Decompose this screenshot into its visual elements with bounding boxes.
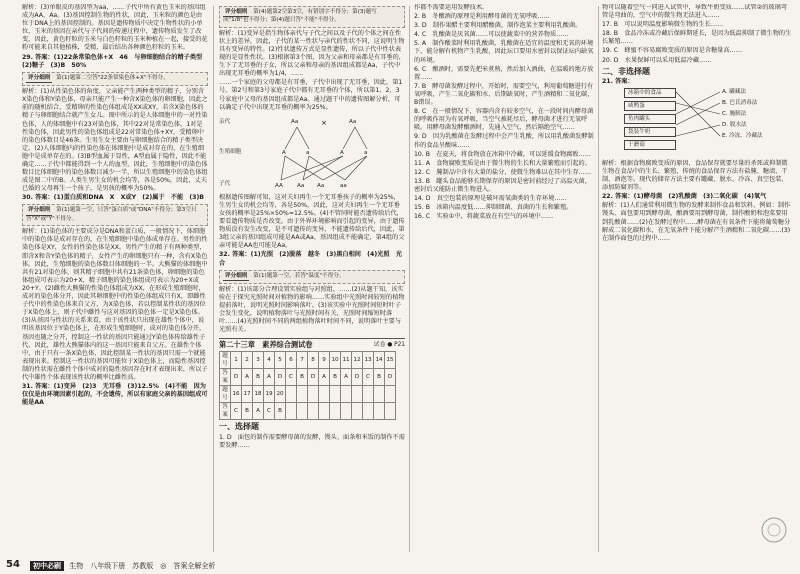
column-3 [414, 4, 594, 554]
answer-item: 物可以随着空气一同进入试管中，导致牛奶变质……试管②的玻璃弯管是弯曲的，空气中的微生物无法进入…… [602, 4, 787, 20]
analysis-text: 解析：(3)单眼皮的基因型为aa，……子代中所有黄色玉米的基因组成为AA、Aa。(3)基因控制生物的性状，因此，玉米粒的颜色是由位于DNA上的基因控制的。基因是遗传物质中决定生物性状的小单位，玉米的基因在亲代与子代间的传递过程中，遗传物质发生了改变，因此，黄色籽粒的玉米与白色籽粒的玉米种植在一起，接受的花粉可能来自其他植株，受精，最后结出各种颜色籽粒的玉米。 [22, 4, 208, 52]
grid-answer-row [220, 403, 396, 420]
grid-answer-letter: C [363, 368, 374, 385]
analysis-21: 解析：根据食物腐败变质的原因，食品保存就要尽量的杀死或抑制微生物在食品中的生长、繁殖，传统的食品保存方法有盐腌、糖渍、干制、酒泡等。现代的储存方法主要有罐藏、脱水、冷冻、真空包装、添加防腐剂等。 [602, 159, 788, 192]
column-2 [219, 4, 405, 554]
answer-item: 16. C 实验①中，将蔬菜放在有空气的环境中…… [414, 213, 554, 221]
grid-question-number [308, 386, 319, 403]
grid-answer-letter: B [297, 368, 308, 385]
matching-diagram [602, 88, 792, 158]
answer-29: 29. 答案：(1)22条常染色体+X 46 与卵细胞结合的精子类型 (2)糖子 (3)B 50% [22, 53, 208, 69]
grid-answer-letter [286, 403, 297, 420]
grid-question-number [286, 386, 297, 403]
answer-item: 14. D 真空包装的原理是破坏需氧菌类的生存环境…… [414, 195, 567, 203]
analysis-32: 解析：(1)该部分合理设置实验组与对照组，……(2)从题干知，该实验在于探究光照时间对植物的影响……实验组中光照时间较短的植物提前落叶，说明光照时间影响落叶。(3)该实验中光照时间短时叶子会发生变化，说明植物落叶与光照时间有关，光照时间缩短时落叶……(4)光照时间不同的两组植物落叶时间不同，说明落叶主要与光照有关。 [219, 286, 405, 334]
analysis-31-end: 根据遗传图解可知，这对夫妇再生一个无耳垂孩子的概率为25%，生男生女的机会均等，各是50%，因此，这对夫妇再生一个无耳垂女孩的概率是25%×50%=12.5%。(4)不管同时能否遗传给后代，要看遗传物质是否改变。由于外界环境影响而引起的变异，由于遗传物质没有发生改变，是不可遗传的变异，不能遗传给后代，因此，第3组父亲的基因组成可能是AA或Aa，基因组成不能确定，第4组的父亲可能是AA也可能是Aa。 [219, 193, 405, 250]
grid-question-number: 题号 [220, 386, 231, 403]
grid-answer-letter: A [242, 368, 253, 385]
match-food-item: 干蘑菇 [624, 140, 676, 150]
grid-question-number: 10 [330, 351, 341, 368]
grid-question-number: 12 [352, 351, 363, 368]
grid-question-number: 题号 [220, 351, 231, 368]
answer-22: 22. 答案：(1)酵母菌 (2)乳酸菌 (3)二氧化碳 (4)氧气 [602, 193, 767, 201]
scoring-note-text: 第(4)题第2空第3空，有错别字不得分；第(3)题写成"1/8"也不得分；第(4)题只答"不能"不得分。 [223, 9, 377, 24]
scoring-note [22, 204, 208, 226]
answer-item: 5. A 制作酸菜时利用乳酸菌，乳酸菌在适宜的温度和无氧的环境下，能分解有机物产生乳酸，因此坛口要用水密封以保证坛内缺氧的环境。 [414, 40, 594, 64]
grid-answer-letter: D [352, 368, 363, 385]
grid-question-number: 7 [297, 351, 308, 368]
gamete-label: 生殖细胞 [219, 148, 242, 155]
grid-question-number [319, 386, 330, 403]
grid-answer-letter: D [385, 368, 396, 385]
gamete: A [340, 149, 344, 156]
grid-answer-letter [308, 403, 319, 420]
grid-question-number: 3 [253, 351, 264, 368]
grid-answer-letter: D [275, 368, 286, 385]
grid-question-number: 6 [286, 351, 297, 368]
answer-item: 9. D 因为乳酸菌在发酵过程中会产生乳酸，所以用乳酸菌发酵制作的食品呈酸味…… [414, 133, 594, 149]
grid-question-number: 11 [341, 351, 352, 368]
grid-question-number [352, 386, 363, 403]
grid-question-number [330, 386, 341, 403]
scoring-note-text: 第(1)题第一空，若答"温度"不得分。 [253, 272, 345, 279]
answer-31: 31. 答案：(1)变异 (2)3 无耳垂 (3)12.5% (4)不能 因为仅仅是由环境因素引起的，不会遗传，所以有家庭父亲的基因组成可能是AA [22, 383, 208, 407]
child-genotype: AA [275, 182, 283, 189]
grid-question-number: 17 [242, 386, 253, 403]
gamete: a [306, 149, 310, 156]
analysis-29: 解析：(1)从性染色体的角度，父亲能产生两种类型的精子，分别含X染色体和Y染色体，母亲只能产生一种含X染色体的卵细胞，因此之前的随机结合，受精卵的性染色体组成是XX或XY，若含X染色体的精子与卵细胞结合就产生女儿。图中所示的是人体细胞中的一对性染色体，人的体细胞中有23对染色体，其中22对是常染色体，1对是性染色体，因此男性的染色体组成是22对常染色体+XY，受精卵中的染色体数目是46条。生男生女主要由与卵细胞结合的精子类型决定。(2)人体细胞内的性染色体在体细胞中是成对存在的，在生殖细胞中是成单存在的。(3)B型血属于显性，A型血属于隐性，因此不能确定……子代中都能得到一个人的血型，因此，生殖细胞中的染色体数目比体细胞中的染色体数目减少一半，所以生殖细胞中的染色体组成是图二中的B。人类生男生女的机会均等，各是50%，因此，丈夫已婚的父母再生一个孩子，是男孩的概率为50%。 [22, 88, 208, 193]
scoring-note-tag: 评分细则 [26, 207, 52, 215]
match-method-item: C. 腌制法 [722, 110, 747, 117]
answer-item: 20. D 水果保鲜可以采用低温冷藏…… [602, 56, 712, 64]
grid-answer-letter: A [253, 403, 264, 420]
analysis-31: 解析：(1)变异是指生物体亲代与子代之间以及子代的个体之间在性状上的差异，因此，子代的某一性状与亲代的性状不同，这说明生物具有变异的特性。(2)性状遗传方式是显性遗传，所以子代中性状表现的是显性性状。(3)根据第3个图，因为父亲和母亲都是有耳垂的，生下了无耳垂的子女，所以父亲和母亲的基因组成都是Aa，子代中出现无耳垂的概率为1/4，…… [219, 29, 405, 78]
grid-question-number: 13 [363, 351, 374, 368]
grid-question-number: 8 [308, 351, 319, 368]
answer-21: 21. 答案： [602, 77, 634, 85]
answer-item: 3. D 制作果醋主要利用醋酸菌，制作泡菜主要利用乳酸菌。 [414, 22, 582, 30]
match-food-item: 冰箱中的食品 [624, 88, 676, 98]
scoring-note-tag: 评分细则 [223, 273, 249, 281]
answer-32: 32. 答案：(1)光照 (2)脱落 越冬 (3)黑白相间 (4)光照 光合 [219, 251, 402, 267]
grid-question-number [374, 386, 385, 403]
grid-answer-letter: C [231, 403, 242, 420]
unit-title: 第二十三章 素养综合测试卷 [219, 339, 313, 349]
answer-item: 4. C 乳酸菌是厌氧菌……可以使蔬菜中的营养物质…… [414, 31, 569, 39]
grid-answer-letter [385, 403, 396, 420]
parent-label: 亲代 [219, 118, 231, 125]
grid-answer-letter [297, 403, 308, 420]
scoring-note-text: 第(1)题第一空，只答"蛋白质"或"DNA"不得分；第3空只答"X"或"Y"不得分。 [26, 207, 197, 222]
answer-item: 13. B 罐头食品能够长期保存的原因是密封前经过了高温灭菌，密封后又能防止微生物进入。 [414, 177, 591, 193]
grid-answer-letter: B [275, 403, 286, 420]
answer-item: 10. B 在夏天，将食物放在冰箱中冷藏，可以延缓食物腐败…… [414, 150, 591, 158]
unit-ref: 试卷 ● P21 [373, 341, 405, 348]
section-title: 一、选择题 [219, 422, 259, 432]
match-method-item: A. 罐藏法 [722, 88, 747, 95]
grid-header-row [220, 386, 396, 403]
grid-answer-letter: D [308, 368, 319, 385]
section-title: 二、非选择题 [602, 66, 650, 76]
scoring-note-tag: 评分细则 [26, 75, 52, 83]
grid-answer-letter: B [242, 403, 253, 420]
answer-item: 17. B 可以说明温度影响微生物的生长…… [602, 21, 724, 29]
scoring-note [219, 6, 405, 28]
answer-item: 7. B 酵母菌发酵过程中，开始时，需要空气，利用葡萄糖进行有氧呼吸，产生二氧化碳和水，后期缺氧时，产生酒精和二氧化碳，B错误。 [414, 82, 594, 107]
answer-item: 12. C 腌制品中含有大量的盐分，使微生物难以在其中生存…… [414, 168, 592, 176]
gamete: a [364, 149, 368, 156]
column-1 [22, 4, 208, 554]
unit-header [219, 338, 405, 349]
grid-question-number: 18 [253, 386, 264, 403]
column-divider [213, 6, 214, 552]
genetics-diagram-lines [219, 114, 405, 192]
match-method-item: B. 巴氏消毒法 [722, 99, 758, 106]
answer-list [414, 4, 594, 221]
answer-item: 19. C 蜂蜜不容易腐败变质的原因是含糖量高…… [602, 47, 742, 55]
answer-item: 6. C 酿酒时，需要先把米煮熟，然后加入酒曲，在温暖的地方放置…… [414, 65, 594, 81]
grid-question-number: 1 [231, 351, 242, 368]
scoring-note [22, 72, 208, 86]
grid-answer-letter: B [330, 368, 341, 385]
grid-answer-letter: C [286, 368, 297, 385]
grid-answer-letter: A [264, 368, 275, 385]
grid-answer-row [220, 368, 396, 385]
match-food-item: 袋装牛奶 [624, 127, 676, 137]
grid-question-number [341, 386, 352, 403]
grid-answer-letter: 答案 [220, 368, 231, 385]
grid-question-number [297, 386, 308, 403]
column-4 [602, 4, 792, 554]
grid-answer-letter: B [374, 368, 385, 385]
grid-question-number: 15 [385, 351, 396, 368]
grid-answer-letter: B [253, 368, 264, 385]
answer-item: 作都不需要运用发酵技术。 [414, 4, 489, 11]
grid-question-number: 5 [275, 351, 286, 368]
grid-answer-letter [363, 403, 374, 420]
analysis-22: 解析：(1)人们通常利用微生物的发酵来制作食品和饮料，例如：制作馒头、面包要用到酵母菌，酿酒要用到酵母菌，制作酸奶和泡菜要用到乳酸菌……(2)在发酵过程中……酵母菌在有氧条件下能将葡萄糖分解成二氧化碳和水，在无氧条件下能分解产生酒精和二氧化碳……(3)在制作面包的过程中…… [602, 202, 791, 242]
match-food-item: 鱼肉罐头 [624, 114, 676, 124]
match-food-item: 咸鸭蛋 [624, 101, 676, 111]
answer-grid [219, 351, 396, 421]
grid-question-number [385, 386, 396, 403]
grid-answer-letter [374, 403, 385, 420]
child-label: 子代 [219, 180, 231, 187]
grid-question-number: 19 [264, 386, 275, 403]
answer-item: 1. D 面包的制作需要酵母菌的发酵，馒头、面条和米饭的制作不需要发酵…… [219, 433, 405, 449]
grid-question-number: 14 [374, 351, 385, 368]
grid-answer-letter [330, 403, 341, 420]
answer-item: 15. B 冰箱内温度低……抑制细菌、真菌的生长和繁殖。 [414, 204, 573, 212]
match-lines [602, 88, 792, 158]
scoring-note [219, 270, 405, 284]
grid-question-number [363, 386, 374, 403]
grid-answer-letter: A [341, 368, 352, 385]
scoring-note-text: 第(1)题第二空答"22条常染色体+X"不得分。 [56, 74, 169, 81]
footer-subtitle: 生物 八年级下册 苏教版 ◎ 答案全解全析 [69, 562, 216, 570]
parent-genotype: Aa [291, 118, 299, 125]
grid-answer-letter: C [264, 403, 275, 420]
answer-list [602, 4, 792, 65]
grid-question-number: 2 [242, 351, 253, 368]
answer-item: 18. B 食品冷冻或冷藏后保鲜期延长，是因为低温抑制了微生物的生长繁殖…… [602, 30, 792, 46]
brand-label: 初中必刷 [30, 561, 64, 571]
match-method-item: D. 脱水法 [722, 121, 747, 128]
child-genotype: Aa [297, 182, 305, 189]
child-genotype: Aa [317, 182, 325, 189]
grid-question-number: 20 [275, 386, 286, 403]
child-genotype: aa [340, 182, 347, 189]
page-number: 54 [6, 559, 20, 570]
match-method-item: E. 冷冻、冷藏法 [722, 132, 763, 139]
grid-question-number: 4 [264, 351, 275, 368]
answer-item: 11. A 食物腐败变质是由于微生物的生长和大量繁殖而引起的。 [414, 159, 591, 167]
page-footer [0, 556, 800, 574]
scoring-note-tag: 评分细则 [223, 9, 249, 17]
answer-item: 2. B 冬酿酒的原理是利用酵母菌的无氧呼吸…… [414, 13, 550, 21]
grid-header-row [220, 351, 396, 368]
grid-question-number: 9 [319, 351, 330, 368]
answer-item: 8. C 在一般情况下，容器内含有较多空气，在一段时间内酵母菌的呼吸作用为有氧呼吸，当空气被耗尽后，酵母菌才进行无氧呼吸。用酵母菌发酵酿酒时，先通入空气，然后隔绝空气…… [414, 108, 594, 132]
column-divider [409, 6, 410, 552]
footer-text [30, 561, 215, 571]
column-divider [598, 6, 599, 552]
grid-question-number: 16 [231, 386, 242, 403]
grid-answer-letter [319, 403, 330, 420]
grid-answer-letter: D [231, 368, 242, 385]
grid-answer-letter [352, 403, 363, 420]
answer-30: 30. 答案：(1)蛋白质和DNA X X或Y (2)属于 不能 (3)B [22, 194, 205, 202]
analysis-30: 解析：(1)染色体的主要成分是DNA和蛋白质，一般情况下，体细胞中的染色体是成对存在的，在生殖细胞中染色体成单存在。男性的性染色体是XY，女性的性染色体是XX。男性产生的精子有两种类型，即含X和含Y染色体的精子，女性产生的卵细胞只有一种，含有X染色体。因此，生殖细胞的染色体数目体细胞的一半。大熊猫的体细胞中共有21对染色体，则其精子细胞中共有21条染色体，卵细胞的染色体组成可表示为20+X，精子细胞的染色体组成可表示为20+X或20+Y。(2)雌性大熊猫的性染色体组成为XX，在形成生殖细胞时，成对的染色体分开，因此其卵细胞中的性染色体组成只有X，即雌性子代中的性染色体来自父方，为X染色体，若以控制某性状的基因位于X染色体上，则子代中雌性与这对基因的染色体一定是X染色体。(3)从基因与性状的关系来看，由于该性状只出现在雄性个体中，说明该基因位于Y染色体上，在形成生殖细胞时，成对的染色体分开，基因也随之分开，控制这一性状的基因只能通过Y染色体传给雄性子代，因此，雄性大熊猫体内的这一基因只能来自父方。在雄性个体中，由于只有一条X染色体，因此控制某一性状的基因只需一个就能表现出来。控制这一性状的基因可能位于X染色体上，而隐性基因控制的性状需在雌性个体中成对的隐性基因存在时才表现出来，所以子代中雄性个体表现该性状的概率比雌性高。 [22, 228, 208, 381]
svg-text:×: × [321, 118, 327, 127]
analysis-31-cont: ……一个家庭的父母都是有耳垂，子代中出现了无耳垂，因此，第1号，第2号和第3号家庭子代中都有无耳垂的个体，所以第1、2、3号家庭中父母的基因组成都是Aa。通过题干中的遗传图解分析，可以确定子代中出现无耳垂的概率为25%。 [219, 79, 403, 111]
parent-genotype: Aa [349, 118, 357, 125]
grid-answer-letter: 答案 [220, 403, 231, 420]
grid-answer-letter [341, 403, 352, 420]
gamete: A [282, 149, 286, 156]
genetics-diagram [219, 114, 405, 192]
grid-answer-letter: A [319, 368, 330, 385]
publisher-seal-icon [760, 516, 788, 544]
